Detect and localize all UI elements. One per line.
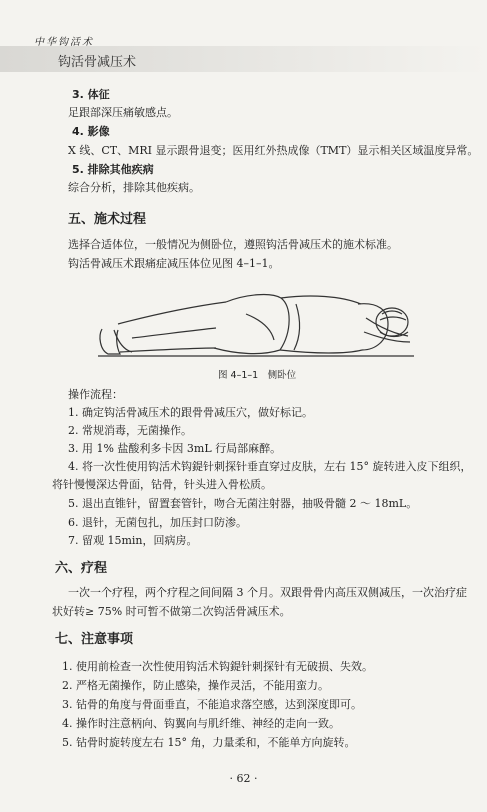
procedure-paragraph-1: 选择合适体位，一般情况为侧卧位，遵照钩活骨减压术的施术标准。 bbox=[68, 238, 398, 251]
imaging-title: 4. 影像 bbox=[72, 125, 110, 138]
note-3: 3. 钻骨的角度与骨面垂直，不能追求落空感，达到深度即可。 bbox=[62, 698, 362, 711]
step-5: 5. 退出直锥针，留置套管针，吻合无菌注射器，抽吸骨髓 2 ～ 18mL。 bbox=[68, 497, 418, 510]
procedure-heading: 五、施术过程 bbox=[68, 212, 147, 227]
figure-caption: 图 4–1–1 侧卧位 bbox=[218, 370, 297, 381]
step-4: 4. 将一次性使用钩活术钩鍉针刺探针垂直穿过皮肤，左右 15° 旋转进入皮下组织， bbox=[68, 460, 472, 473]
series-title: 中华钩活术 bbox=[34, 37, 94, 48]
notes-heading: 七、注意事项 bbox=[55, 632, 134, 647]
step-4-continued: 将针慢慢深达骨面，钻骨，针头进入骨松质。 bbox=[52, 478, 272, 491]
sign-text: 足跟部深压痛敏感点。 bbox=[68, 106, 178, 119]
procedure-paragraph-2: 钩活骨减压术跟痛症减压体位见图 4–1–1。 bbox=[68, 257, 280, 270]
note-4: 4. 操作时注意柄向、钩翼向与肌纤维、神经的走向一致。 bbox=[62, 717, 340, 730]
side-lying-figure bbox=[96, 284, 416, 364]
course-line-2: 状好转≥ 75% 时可暂不做第二次钩活骨减压术。 bbox=[52, 605, 291, 618]
imaging-text: X 线、CT、MRI 显示跟骨退变；医用红外热成像（TMT）显示相关区域温度异常。 bbox=[68, 144, 479, 157]
exclusion-title: 5. 排除其他疾病 bbox=[72, 163, 154, 176]
note-5: 5. 钻骨时旋转度左右 15° 角，力量柔和，不能单方向旋转。 bbox=[62, 736, 356, 749]
flow-label: 操作流程： bbox=[68, 388, 123, 401]
course-line-1: 一次一个疗程，两个疗程之间间隔 3 个月。双跟骨骨内高压双侧减压，一次治疗症 bbox=[68, 586, 467, 599]
step-1: 1. 确定钩活骨减压术的跟骨骨减压穴，做好标记。 bbox=[68, 406, 313, 419]
chapter-title: 钩活骨减压术 bbox=[58, 55, 137, 70]
step-3: 3. 用 1% 盐酸利多卡因 3mL 行局部麻醉。 bbox=[68, 442, 282, 455]
step-7: 7. 留观 15min，回病房。 bbox=[68, 534, 198, 547]
page-number: · 62 · bbox=[229, 772, 258, 785]
sign-title: 3. 体征 bbox=[72, 88, 110, 101]
course-heading: 六、疗程 bbox=[55, 561, 108, 576]
exclusion-text: 综合分析，排除其他疾病。 bbox=[68, 181, 200, 194]
step-2: 2. 常规消毒，无菌操作。 bbox=[68, 424, 192, 437]
step-6: 6. 退针，无菌包扎，加压封口防渗。 bbox=[68, 516, 247, 529]
note-1: 1. 使用前检查一次性使用钩活术钩鍉针刺探针有无破损、失效。 bbox=[62, 660, 373, 673]
note-2: 2. 严格无菌操作，防止感染，操作灵活，不能用蛮力。 bbox=[62, 679, 329, 692]
